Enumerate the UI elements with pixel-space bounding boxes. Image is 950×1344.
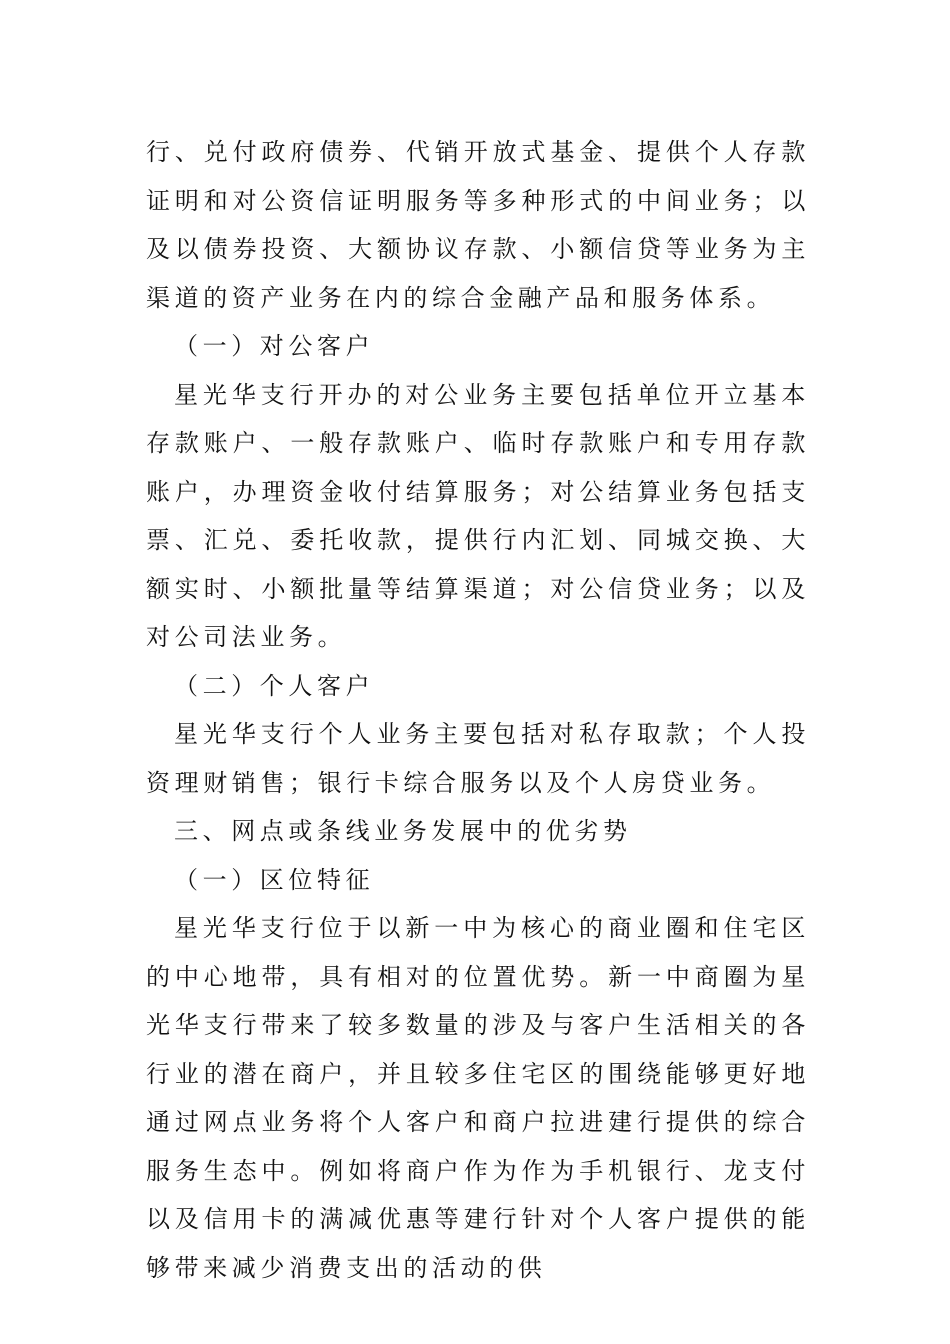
heading-section-three: 三、网点或条线业务发展中的优劣势 — [174, 817, 632, 845]
heading-personal-clients: （二）个人客户 — [174, 671, 375, 700]
heading-corporate-clients: （一）对公客户 — [174, 332, 375, 360]
heading-location-features: （一）区位特征 — [174, 865, 375, 894]
paragraph-personal-business: 星光华支行个人业务主要包括对私存取款；个人投资理财销售；银行卡综合服务以及个人房贷业务。 — [146, 720, 810, 797]
paragraph-financial-products: 行、兑付政府债券、代销开放式基金、提供个人存款证明和对公资信证明服务等多种形式的中间业务；以及以债券投资、大额协议存款、小额信贷等业务为主渠道的资产业务在内的综合金融产品和服务体系。 — [146, 138, 810, 312]
document-body — [146, 128, 810, 1292]
paragraph-location-description: 星光华支行位于以新一中为核心的商业圈和住宅区的中心地带，具有相对的位置优势。新一中商圈为星光华支行带来了较多数量的涉及与客户生活相关的各行业的潜在商户，并且较多住宅区的围绕能够更好地通过网点业务将个人客户和商户拉进建行提供的综合服务生态中。例如将商户作为作为手机银行、龙支付以及信用卡的满减优惠等建行针对个人客户提供的能够带来减少消费支出的活动的供 — [146, 914, 810, 1282]
paragraph-corporate-business: 星光华支行开办的对公业务主要包括单位开立基本存款账户、一般存款账户、临时存款账户和专用存款账户，办理资金收付结算服务；对公结算业务包括支票、汇兑、委托收款，提供行内汇划、同城交换、大额实时、小额批量等结算渠道；对公信贷业务；以及对公司法业务。 — [146, 380, 810, 651]
